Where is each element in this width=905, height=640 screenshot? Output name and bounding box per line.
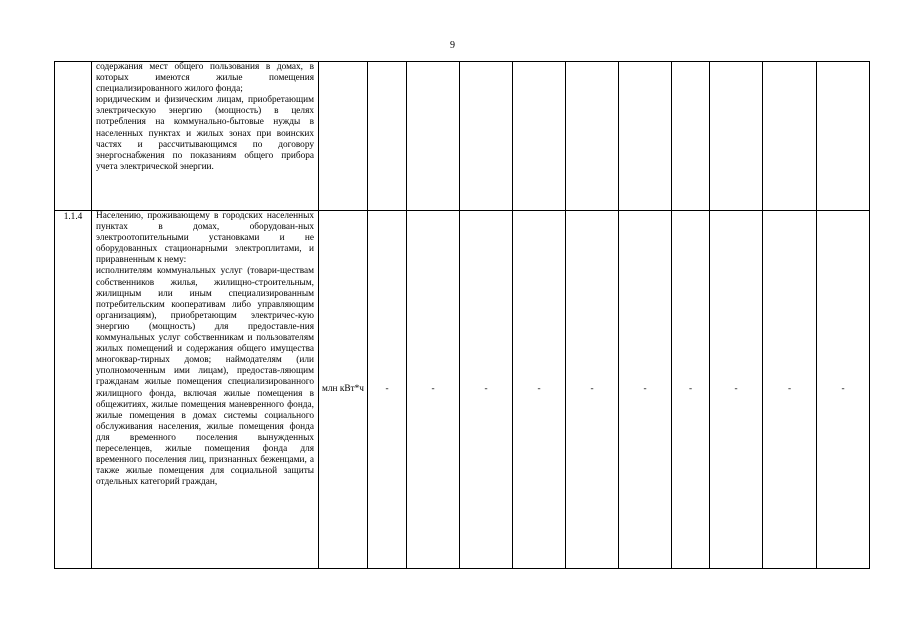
value-cell: - bbox=[619, 211, 672, 569]
value-cell: - bbox=[460, 211, 513, 569]
page-number: 9 bbox=[450, 40, 455, 51]
row-unit: млн кВт*ч bbox=[319, 211, 368, 569]
value-cell bbox=[368, 62, 407, 211]
table-row bbox=[55, 211, 870, 569]
value-cell: - bbox=[672, 211, 710, 569]
description-paragraph: исполнителям коммунальных услуг (товари-ществам собственников жилья, жилищно-строительным, жилищным или иным специализированным потребительским кооперативам либо управляющим организациям), приобретающим электричес-кую энергию (мощность) для предоставле-ния коммунальных услуг собственникам и пользователям жилых помещений и содержания общего имущества многоквар-тирных домов; наймодателям (или уполномоченным ими лицам), предостав-ляющим гражданам жилые помещения специализированного жилищного фонда, включая жилые помещения в общежитиях, жилые помещения маневренного фонда, жилые помещения в домах системы социального обслуживания населения, жилые помещения фонда для временного поселения вынужденных переселенцев, жилые помещения фонда для временного поселения лиц, признанных беженцами, а также жилые помещения для социальной защиты отдельных категорий граждан, bbox=[96, 266, 314, 488]
value-cell bbox=[407, 62, 460, 211]
value-cell bbox=[817, 62, 870, 211]
value-cell: - bbox=[817, 211, 870, 569]
value-cell: - bbox=[710, 211, 763, 569]
value-cell: - bbox=[566, 211, 619, 569]
description-paragraph: содержания мест общего пользования в домах, в которых имеются жилые помещения специализированного жилого фонда; bbox=[96, 62, 314, 95]
description-paragraph: Населению, проживающему в городских населенных пунктах в домах, оборудован-ных электроотопительными установками и не оборудованных стационарными электроплитами, и приравненным к нему: bbox=[96, 211, 314, 266]
description-paragraph: юридическим и физическим лицам, приобретающим электрическую энергию (мощность) в целях потребления на коммунально-бытовые нужды в населенных пунктах и жилых зонах при воинских частях и рассчитывающимся по договору энергоснабжения по показаниям общего прибора учета электрической энергии. bbox=[96, 95, 314, 172]
row-description bbox=[92, 62, 319, 211]
row-description bbox=[92, 211, 319, 569]
value-cell bbox=[619, 62, 672, 211]
value-cell bbox=[672, 62, 710, 211]
value-cell bbox=[566, 62, 619, 211]
value-cell: - bbox=[407, 211, 460, 569]
row-number: 1.1.4 bbox=[55, 211, 92, 569]
table-row bbox=[55, 62, 870, 211]
value-cell bbox=[710, 62, 763, 211]
value-cell bbox=[763, 62, 817, 211]
value-cell bbox=[513, 62, 566, 211]
value-cell: - bbox=[763, 211, 817, 569]
row-unit bbox=[319, 62, 368, 211]
value-cell: - bbox=[513, 211, 566, 569]
value-cell: - bbox=[368, 211, 407, 569]
row-number bbox=[55, 62, 92, 211]
value-cell bbox=[460, 62, 513, 211]
data-table bbox=[54, 61, 870, 569]
